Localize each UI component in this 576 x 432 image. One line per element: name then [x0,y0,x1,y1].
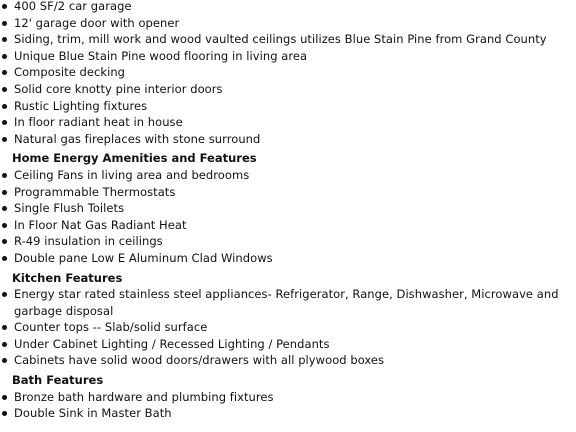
bullet-icon [2,87,7,92]
list-item: Under Cabinet Lighting / Recessed Lighting / Pendants [0,336,576,353]
bullet-icon [2,70,7,75]
list-item: In floor radiant heat in house [0,114,576,131]
list-item: Counter tops -- Slab/solid surface [0,319,576,336]
list-item: Ceiling Fans in living area and bedrooms [0,167,576,184]
bullet-icon [2,190,7,195]
section-bath [0,372,576,422]
list-item: Composite decking [0,64,576,81]
bullet-icon [2,120,7,125]
list-item: R-49 insulation in ceilings [0,233,576,250]
bullet-list [0,167,576,267]
bullet-icon [2,256,7,261]
bullet-icon [2,395,7,400]
bullet-icon [2,104,7,109]
section-heading: Home Energy Amenities and Features [12,151,257,166]
bullet-icon [2,411,7,416]
list-item: Natural gas fireplaces with stone surround [0,131,576,148]
list-item: Bronze bath hardware and plumbing fixtures [0,389,576,406]
bullet-icon [2,137,7,142]
list-item: 12' garage door with opener [0,15,576,32]
bullet-icon [2,223,7,228]
bullet-icon [2,358,7,363]
section-general-features [0,0,576,147]
bullet-icon [2,4,7,9]
bullet-icon [2,21,7,26]
bullet-icon [2,342,7,347]
bullet-icon [2,54,7,59]
section-heading: Bath Features [12,373,104,388]
list-item: In Floor Nat Gas Radiant Heat [0,217,576,234]
bullet-icon [2,206,7,211]
list-item: Programmable Thermostats [0,184,576,201]
bullet-list [0,389,576,422]
list-item: Siding, trim, mill work and wood vaulted ceilings utilizes Blue Stain Pine from Grand County [0,31,576,48]
list-item: Double pane Low E Aluminum Clad Windows [0,250,576,267]
bullet-list [0,286,576,369]
list-item: Unique Blue Stain Pine wood flooring in living area [0,48,576,65]
bullet-icon [2,239,7,244]
bullet-list [0,0,576,147]
list-item: Solid core knotty pine interior doors [0,81,576,98]
bullet-icon [2,325,7,330]
list-item: Double Sink in Master Bath [0,405,576,422]
list-item: Cabinets have solid wood doors/drawers with all plywood boxes [0,352,576,369]
section-home-energy [0,150,576,266]
bullet-icon [2,37,7,42]
bullet-icon [2,173,7,178]
list-item: Single Flush Toilets [0,200,576,217]
section-kitchen [0,270,576,370]
bullet-icon [2,292,7,297]
list-item: Rustic Lighting fixtures [0,98,576,115]
list-item: 400 SF/2 car garage [0,0,576,15]
section-heading: Kitchen Features [12,270,123,285]
list-item: Energy star rated stainless steel appliances- Refrigerator, Range, Dishwasher, Microwave and garbage disposal [0,286,576,319]
